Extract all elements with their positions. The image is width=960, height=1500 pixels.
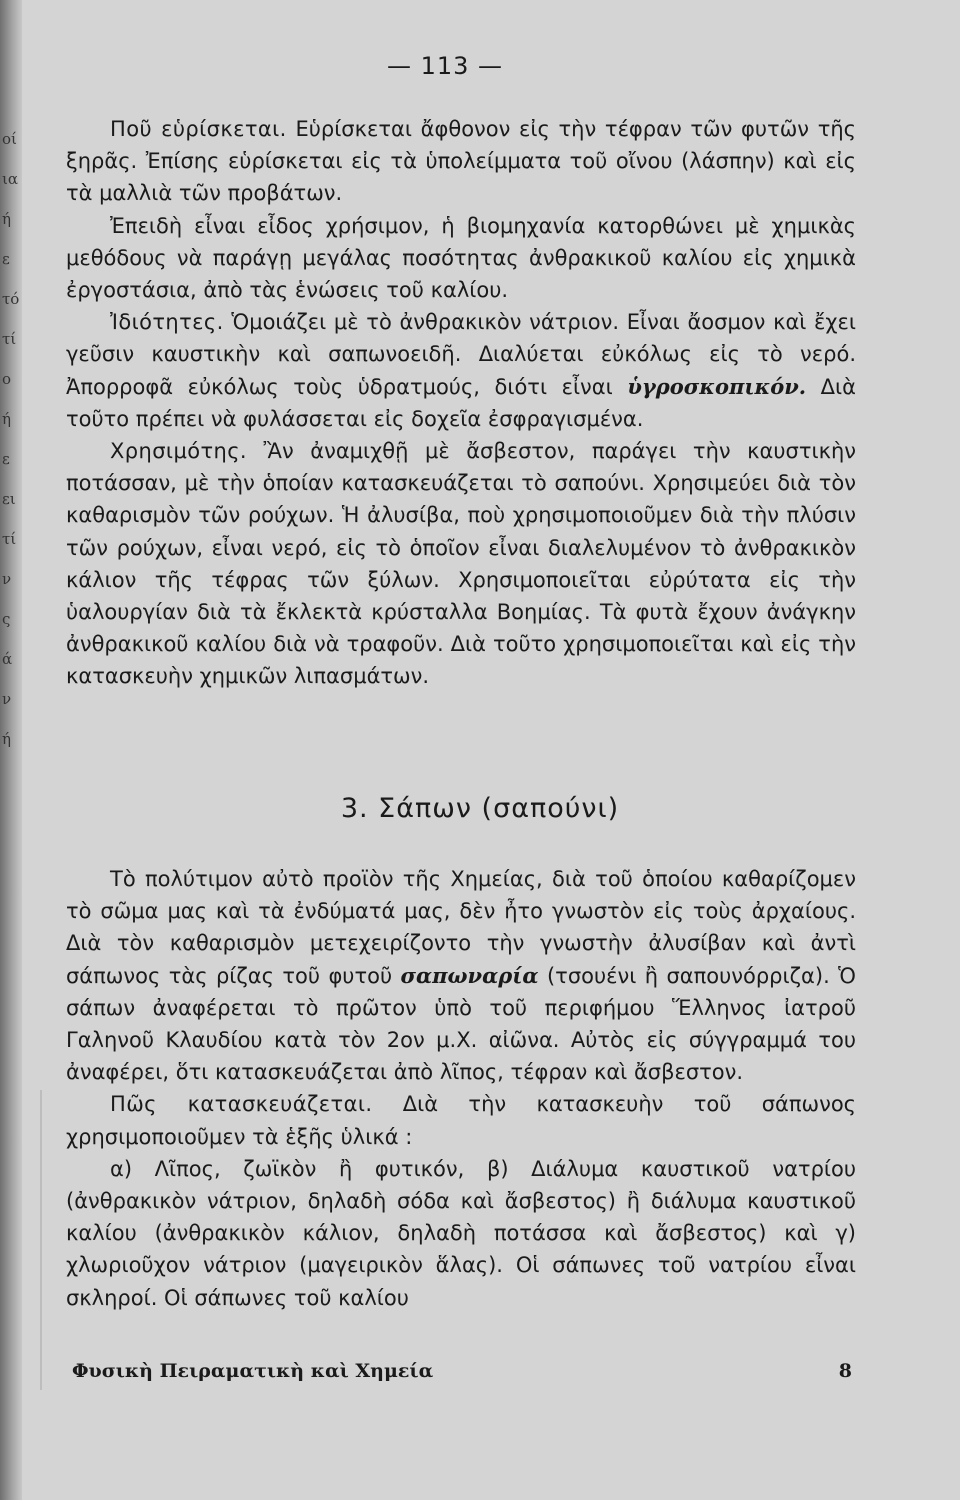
page-number: — 113 — xyxy=(386,52,504,80)
paragraph-text: (τσουένι ἢ σαπουνόρριζα). Ὁ σάπων ἀναφέρεται τὸ πρῶτον ὑπὸ τοῦ περιφήμου Ἕλληνος ἰατροῦ Γαληνοῦ Κλαυδίου κατὰ τὸν 2ον μ.Χ. αἰῶνα. Αὐτὸς εἰς σύγγραμμά του ἀναφέρει, ὅτι κατασκευάζεται ἀπὸ λῖπος, τέφραν καὶ ἄσβεστον. xyxy=(66,963,856,1085)
edge-letter: ν xyxy=(2,570,12,588)
paragraph-text: Ἂν ἀναμιχθῇ μὲ ἄσβεστον, παράγει τὴν καυστικὴν ποτάσσαν, μὲ τὴν ὁποίαν κατασκευάζεται τὸ σαπούνι. Χρησιμεύει διὰ τὸν καθαρισμὸν τῶν ρούχων. Ἡ ἀλυσίβα, ποὺ χρησιμοποιοῦμεν διὰ τὴν πλύσιν τῶν ρούχων, εἶναι νερό, εἰς τὸ ὁποῖον εἶναι διαλελυμένον τὸ ἀνθρακικὸν κάλιον τῆς τέφρας τῶν ξύλων. Χρησιμοποιεῖται εὐρύτατα εἰς τὴν ὑαλουργίαν διὰ τὰ ἔκλεκτὰ κρύσταλλα Βοημίας. Τὰ φυτὰ ἔχουν ἀνάγκην ἀνθρακικοῦ καλίου διὰ νὰ τραφοῦν. Διὰ τοῦτο χρησιμοποιεῖται καὶ εἰς τὴν κατασκευὴν χημικῶν λιπασμάτων. xyxy=(66,439,856,689)
emphasized-term: ὑγροσκοπικόν. xyxy=(627,373,807,399)
print-bleed-mark xyxy=(40,1090,54,1390)
edge-letter: ή xyxy=(2,730,11,748)
paragraph-lead: Χρησιμότης. xyxy=(110,439,248,464)
edge-letter: ια xyxy=(2,170,19,188)
edge-letter: ε xyxy=(2,450,10,468)
edge-letter: ή xyxy=(2,410,11,428)
paragraph-text: α) Λῖπος, ζωϊκὸν ἢ φυτικόν, β) Διάλυμα καυστικοῦ νατρίου (ἀνθρακικὸν νάτριον, δηλαδὴ σόδα καὶ ἄσβεστος) ἢ διάλυμα καυστικοῦ καλίου (ἀνθρακικὸν κάλιον, δηλαδὴ ποτάσσα καὶ ἄσβεστος) καὶ γ) χλωριοῦχον νάτριον (μαγειρικὸν ἅλας). Οἱ σάπωνες τοῦ νατρίου εἶναι σκληροί. Οἱ σάπωνες τοῦ καλίου xyxy=(66,1156,856,1310)
edge-letter: ς xyxy=(2,610,11,628)
emphasized-term: σαπωναρία xyxy=(400,962,539,988)
paragraph-text: Ὁμοιάζει μὲ τὸ ἀνθρακικὸν νάτριον. Εἶναι ἄοσμον καὶ ἔχει γεῦσιν καυστικὴν καὶ σαπωνοειδῆ. Διαλύεται εὐκόλως εἰς τὸ νερό. Ἀπορροφᾶ εὐκόλως τοὺς ὑδρατμούς, διότι εἶναι xyxy=(66,310,856,399)
edge-letter: ο xyxy=(2,370,12,388)
paragraph-lead: Ἰδιότητες. xyxy=(110,310,224,335)
edge-letter: ά xyxy=(2,650,13,668)
paragraph-intro xyxy=(66,863,856,1088)
text-block-upper xyxy=(66,113,856,693)
paragraph-usefulness xyxy=(66,435,856,693)
paragraph-text: Τὸ πολύτιμον αὐτὸ προϊὸν τῆς Χημείας, διὰ τοῦ ὁποίου καθαρίζομεν τὸ σῶμα μας καὶ τὰ ἐνδύματά μας, δὲν ἦτο γνωστὸν εἰς τοὺς ἀρχαίους. Διὰ τὸν καθαρισμὸν μετεχειρίζοντο τὴν γνωστὴν ἀλυσίβαν καὶ ἀντὶ σάπωνος τὰς ρίζας τοῦ φυτοῦ xyxy=(66,867,856,988)
paragraph-properties xyxy=(66,306,856,435)
section-title: 3. Σάπων (σαπούνι) xyxy=(340,793,620,824)
edge-letter: τί xyxy=(2,530,17,548)
text-block-lower xyxy=(66,863,856,1314)
edge-letter: τί xyxy=(2,330,17,348)
edge-letter: ε xyxy=(2,250,10,268)
edge-letter: ν xyxy=(2,690,12,708)
paragraph-text: Διὰ τοῦτο πρέπει νὰ φυλάσσεται εἰς δοχεῖα ἐσφραγισμένα. xyxy=(66,374,856,431)
paragraph-lead: Πῶς κατασκευάζεται. xyxy=(110,1092,373,1117)
footer-title: Φυσικὴ Πειραματικὴ καὶ Χημεία xyxy=(72,1360,434,1382)
paragraph-text: Εὑρίσκεται ἄφθονον εἰς τὴν τέφραν τῶν φυτῶν τῆς ξηρᾶς. Ἐπίσης εὑρίσκεται εἰς τὰ ὑπολείμματα τοῦ οἴνου (λάσπην) καὶ εἰς τὰ μαλλιὰ τῶν προβάτων. xyxy=(66,117,856,206)
paragraph-where-found xyxy=(66,113,856,210)
facing-page-edge xyxy=(0,0,22,1500)
paragraph-industry xyxy=(66,210,856,307)
paragraph-lead: Ποῦ εὑρίσκεται. xyxy=(110,117,287,141)
paragraph-how-made xyxy=(66,1088,856,1152)
facing-page-letters xyxy=(2,130,20,770)
edge-letter: ή xyxy=(2,210,11,228)
paragraph-materials xyxy=(66,1153,856,1314)
edge-letter: ει xyxy=(2,490,16,508)
page-footer xyxy=(72,1360,852,1382)
edge-letter: τό xyxy=(2,290,20,308)
signature-number: 8 xyxy=(838,1360,852,1382)
paragraph-text: Διὰ τὴν κατασκευὴν τοῦ σάπωνος χρησιμοποιοῦμεν τὰ ἑξῆς ὑλικά : xyxy=(66,1092,856,1149)
edge-letter: οί xyxy=(2,130,17,148)
paragraph-text: Ἐπειδὴ εἶναι εἶδος χρήσιμον, ἡ βιομηχανία κατορθώνει μὲ χημικὰς μεθόδους νὰ παράγῃ μεγάλας ποσότητας ἀνθρακικοῦ καλίου εἰς χημικὰ ἐργοστάσια, ἀπὸ τὰς ἑνώσεις τοῦ καλίου. xyxy=(66,213,856,303)
